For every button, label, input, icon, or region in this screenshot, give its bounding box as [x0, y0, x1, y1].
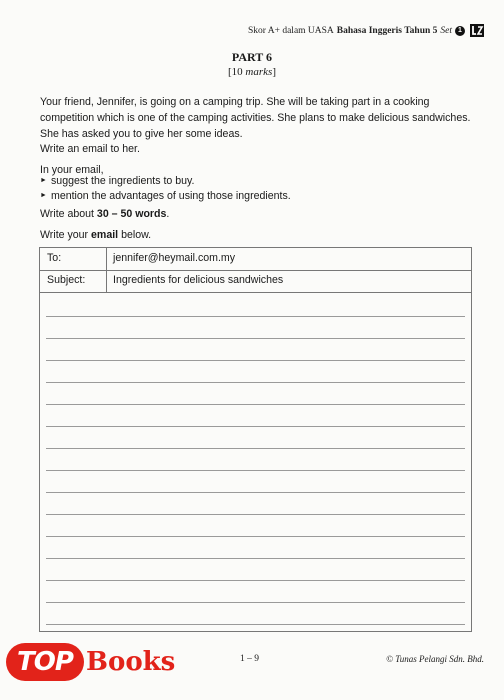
running-header: [248, 24, 484, 37]
book-prefix: Skor A+ dalam UASA: [247, 25, 334, 36]
writing-line[interactable]: [46, 514, 465, 515]
bullet-arrow-icon: ►: [40, 191, 47, 199]
writing-line[interactable]: [46, 558, 465, 559]
subject-label: Subject:: [47, 274, 86, 286]
marks-number: [10: [228, 66, 243, 78]
word-count-instruction: [40, 206, 472, 222]
writing-line[interactable]: [46, 360, 465, 361]
writing-line[interactable]: [46, 448, 465, 449]
bullet-list: [40, 173, 472, 203]
bullet-text: suggest the ingredients to buy.: [51, 174, 195, 187]
writing-line[interactable]: [46, 426, 465, 427]
watermark-top: TOP: [6, 643, 84, 681]
bullet-arrow-icon: ►: [40, 176, 47, 184]
write-below-instruction: [40, 227, 472, 243]
writing-line[interactable]: [46, 382, 465, 383]
page-number: 1 – 9: [240, 654, 259, 664]
bullet-text: mention the advantages of using those ingredients.: [51, 189, 291, 202]
writing-line[interactable]: [46, 338, 465, 339]
marks-close: ]: [272, 66, 276, 78]
email-intro: In your email,: [40, 164, 104, 176]
below-suffix: below.: [118, 229, 152, 241]
writing-line[interactable]: [46, 404, 465, 405]
book-title: Bahasa Inggeris Tahun 5: [336, 25, 438, 36]
scenario-text: Your friend, Jennifer, is going on a camping trip. She will be taking part in a cooking competition which is one of the camping activities. She plans to make delicious sandwiches. She has asked you to give her some ideas.: [40, 96, 471, 140]
bullet-item: [40, 173, 472, 188]
words-prefix: Write about: [40, 208, 97, 220]
writing-line[interactable]: [46, 492, 465, 493]
words-suffix: .: [166, 208, 170, 220]
email-subject-row: [40, 270, 471, 293]
set-number-badge: 1: [455, 26, 465, 36]
header-divider: [106, 270, 107, 292]
email-answer-box[interactable]: [39, 247, 472, 632]
header-divider: [106, 248, 107, 270]
writing-line[interactable]: [46, 602, 465, 603]
part-title: PART 6: [231, 50, 273, 64]
publisher-logo-icon: [470, 24, 484, 37]
writing-line[interactable]: [46, 316, 465, 317]
task-instruction: Write an email to her.: [40, 143, 140, 155]
bullet-item: [40, 188, 472, 203]
writing-line[interactable]: [46, 624, 465, 625]
below-prefix: Write your: [40, 229, 92, 241]
set-label: Set: [440, 25, 452, 36]
watermark-books: Books: [86, 647, 176, 677]
words-range: 30 – 50 words: [96, 208, 167, 220]
to-value: jennifer@heymail.com.my: [113, 252, 236, 264]
copyright: © Tunas Pelangi Sdn. Bhd.: [386, 654, 484, 664]
marks-label: [0, 66, 504, 78]
subject-value: Ingredients for delicious sandwiches: [113, 274, 284, 286]
email-to-row: [40, 248, 471, 271]
marks-word: marks: [245, 66, 273, 78]
topbooks-watermark-logo: [6, 640, 186, 684]
writing-line[interactable]: [46, 536, 465, 537]
below-bold: email: [91, 229, 119, 241]
writing-line[interactable]: [46, 470, 465, 471]
to-label: To:: [47, 252, 62, 264]
writing-line[interactable]: [46, 580, 465, 581]
